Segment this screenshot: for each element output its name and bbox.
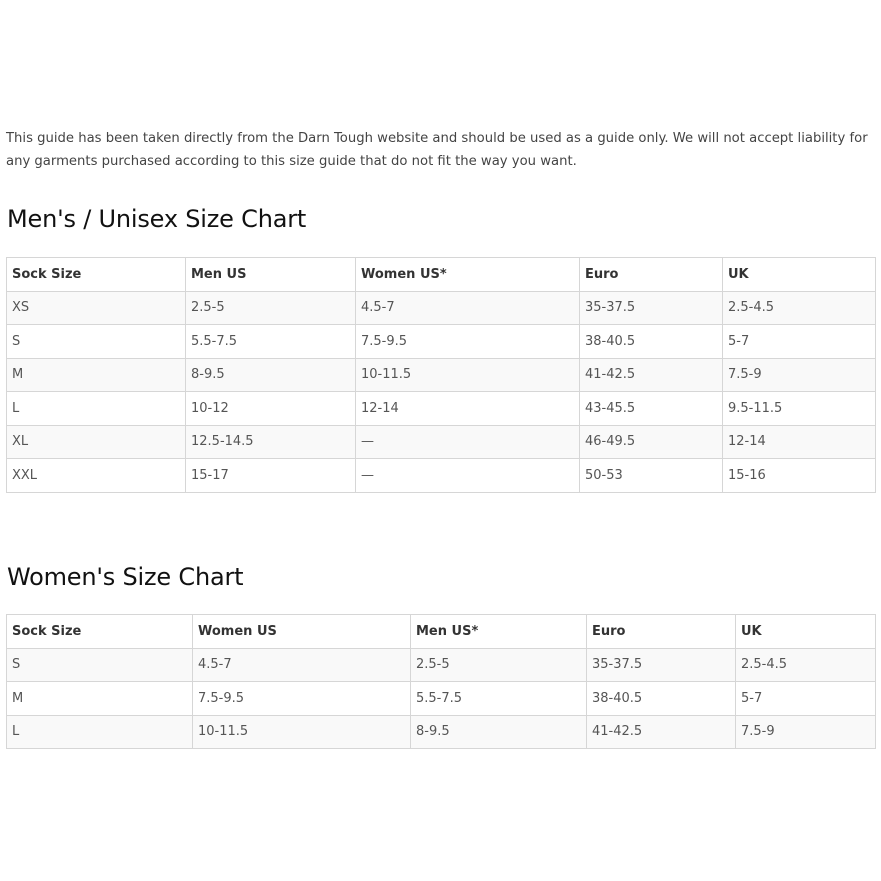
table-row — [7, 425, 876, 459]
table-cell: — — [356, 425, 580, 459]
table-cell: XS — [7, 291, 186, 325]
column-header-euro: Euro — [580, 258, 723, 292]
table-cell: 43-45.5 — [580, 392, 723, 426]
table-cell: L — [7, 715, 193, 749]
table-cell: 2.5-4.5 — [723, 291, 876, 325]
table-row — [7, 459, 876, 493]
disclaimer-text: This guide has been taken directly from the Darn Tough website and should be used as a guide only. We will not accept liability for any garments purchased according to this size guide that do not fit the way you want. — [6, 131, 868, 169]
column-header-women-us: Women US* — [356, 258, 580, 292]
table-cell: XXL — [7, 459, 186, 493]
table-cell: 7.5-9 — [723, 358, 876, 392]
table-row — [7, 392, 876, 426]
table-header-row — [7, 615, 876, 649]
table-cell: 4.5-7 — [356, 291, 580, 325]
table-cell: 7.5-9.5 — [193, 682, 411, 716]
table-row — [7, 325, 876, 359]
table-cell: 10-11.5 — [356, 358, 580, 392]
table-cell: — — [356, 459, 580, 493]
table-cell: 38-40.5 — [580, 325, 723, 359]
table-cell: 5.5-7.5 — [411, 682, 587, 716]
table-cell: 10-11.5 — [193, 715, 411, 749]
table-cell: 2.5-5 — [186, 291, 356, 325]
column-header-uk: UK — [736, 615, 876, 649]
column-header-men-us: Men US — [186, 258, 356, 292]
table-row — [7, 648, 876, 682]
table-cell: 8-9.5 — [411, 715, 587, 749]
table-cell: 15-17 — [186, 459, 356, 493]
table-cell: 9.5-11.5 — [723, 392, 876, 426]
table-cell: M — [7, 358, 186, 392]
table-cell: 5-7 — [736, 682, 876, 716]
table-cell: S — [7, 648, 193, 682]
table-cell: 12.5-14.5 — [186, 425, 356, 459]
table-cell: 7.5-9.5 — [356, 325, 580, 359]
table-cell: 8-9.5 — [186, 358, 356, 392]
table-cell: 5-7 — [723, 325, 876, 359]
table-cell: 7.5-9 — [736, 715, 876, 749]
table-row — [7, 291, 876, 325]
table-cell: 50-53 — [580, 459, 723, 493]
table-cell: 2.5-4.5 — [736, 648, 876, 682]
table-row — [7, 358, 876, 392]
table-cell: XL — [7, 425, 186, 459]
table-cell: 2.5-5 — [411, 648, 587, 682]
table-cell: M — [7, 682, 193, 716]
mens-size-table — [6, 257, 876, 493]
table-cell: 35-37.5 — [580, 291, 723, 325]
table-cell: 15-16 — [723, 459, 876, 493]
womens-size-chart-title: Women's Size Chart — [7, 563, 244, 591]
column-header-women-us: Women US — [193, 615, 411, 649]
column-header-men-us: Men US* — [411, 615, 587, 649]
table-cell: 10-12 — [186, 392, 356, 426]
table-row — [7, 715, 876, 749]
table-cell: 4.5-7 — [193, 648, 411, 682]
table-cell: 38-40.5 — [587, 682, 736, 716]
column-header-uk: UK — [723, 258, 876, 292]
table-row — [7, 682, 876, 716]
table-cell: 41-42.5 — [587, 715, 736, 749]
table-cell: 5.5-7.5 — [186, 325, 356, 359]
table-cell: S — [7, 325, 186, 359]
table-cell: 41-42.5 — [580, 358, 723, 392]
table-cell: 46-49.5 — [580, 425, 723, 459]
table-cell: 12-14 — [356, 392, 580, 426]
mens-size-chart-title: Men's / Unisex Size Chart — [7, 205, 307, 233]
womens-size-table — [6, 614, 876, 749]
table-cell: 12-14 — [723, 425, 876, 459]
column-header-sock-size: Sock Size — [7, 615, 193, 649]
column-header-euro: Euro — [587, 615, 736, 649]
table-cell: L — [7, 392, 186, 426]
table-cell: 35-37.5 — [587, 648, 736, 682]
table-header-row — [7, 258, 876, 292]
column-header-sock-size: Sock Size — [7, 258, 186, 292]
